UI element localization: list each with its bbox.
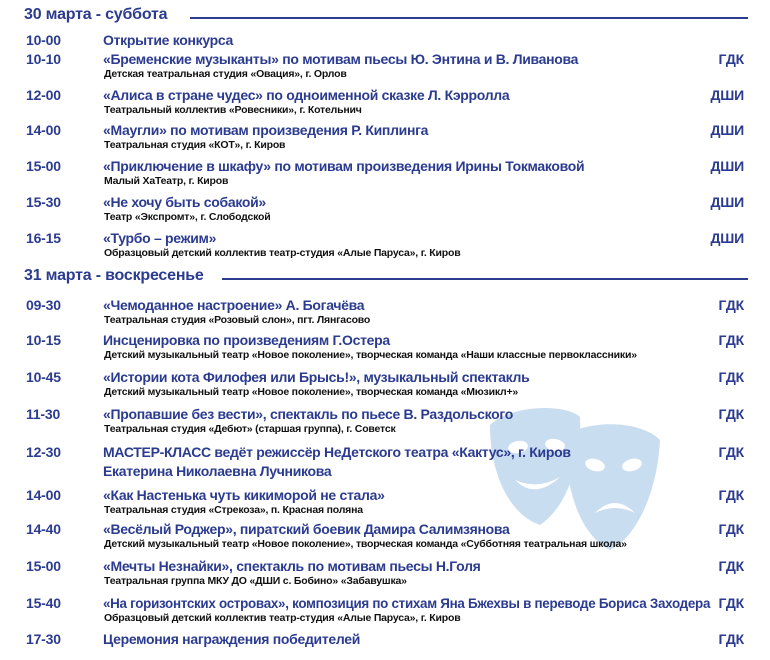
day-header [0,267,770,291]
event-title: «Алиса в стране чудес» по одноименной сказке Л. Кэрролла [103,87,510,103]
event-time: 11-30 [26,406,61,422]
event-venue: ДШИ [710,230,744,246]
day-header [0,6,770,30]
event-venue: ГДК [718,558,744,574]
event-venue: ДШИ [710,122,744,138]
event-venue: ДШИ [710,194,744,210]
event-venue: ГДК [718,297,744,313]
event-performer: Театральная студия «Розовый слон», пгт. Лянгасово [104,314,371,326]
event-performer: Малый ХаТеатр, г. Киров [104,175,229,187]
event-time: 10-00 [26,32,61,48]
event-venue: ДШИ [710,87,744,103]
event-performer: Театральная студия «КОТ», г. Киров [104,139,286,151]
event-venue: ГДК [718,369,744,385]
event-venue: ГДК [718,595,744,611]
event-title: «Бременские музыканты» по мотивам пьесы Ю. Энтина и В. Ливанова [103,51,579,67]
event-time: 15-30 [26,194,61,210]
event-title: «Чемоданное настроение» А. Богачёва [103,297,365,313]
event-venue: ДШИ [710,158,744,174]
event-title: Церемония награждения победителей [103,631,361,647]
event-time: 10-45 [26,369,61,385]
event-title: «Не хочу быть собакой» [103,194,266,210]
event-title: Открытие конкурса [103,32,234,48]
event-title: Инсценировка по произведениям Г.Остера [103,332,390,348]
event-title: «Весёлый Роджер», пиратский боевик Дамира Салимзянова [103,521,510,537]
day-title: 31 марта - воскресенье [24,267,204,284]
event-performer: Детский музыкальный театр «Новое поколение», творческая команда «Наши классные первоклассники» [104,349,637,361]
event-time: 10-10 [26,51,61,67]
event-venue: ГДК [718,406,744,422]
event-title: «Пропавшие без вести», спектакль по пьесе В. Раздольского [103,406,513,422]
event-title: «Истории кота Филофея или Брысь!», музыкальный спектакль [103,369,530,385]
event-title-host: Екатерина Николаевна Лучникова [103,463,332,479]
event-time: 14-40 [26,521,61,537]
event-time: 15-40 [26,595,61,611]
event-title: «Приключение в шкафу» по мотивам произведения Ирины Токмаковой [103,158,585,174]
event-venue: ГДК [718,631,744,647]
day-divider [190,17,748,19]
event-venue: ГДК [718,332,744,348]
event-title: МАСТЕР-КЛАСС ведёт режиссёр НеДетского театра «Кактус», г. Киров [103,444,571,460]
event-performer: Детская театральная студия «Овация», г. Орлов [104,68,347,80]
event-time: 12-30 [26,444,61,460]
day-divider [222,278,748,280]
event-venue: ГДК [718,521,744,537]
event-performer: Театральный коллектив «Ровесники», г. Котельнич [104,104,362,116]
event-performer: Образцовый детский коллектив театр-студия «Алые Паруса», г. Киров [104,612,461,624]
event-time: 15-00 [26,158,61,174]
event-title: «Мечты Незнайки», спектакль по мотивам пьесы Н.Голя [103,558,481,574]
event-time: 16-15 [26,230,61,246]
event-time: 14-00 [26,122,61,138]
event-performer: Театральная студия «Стрекоза», п. Красная поляна [104,504,363,516]
event-time: 15-00 [26,558,61,574]
event-venue: ГДК [718,487,744,503]
event-performer: Театральная группа МКУ ДО «ДШИ с. Бобино» «Забавушка» [104,575,407,587]
event-title: «Турбо – режим» [103,230,217,246]
event-time: 10-15 [26,332,61,348]
event-title: «Маугли» по мотивам произведения Р. Киплинга [103,122,429,138]
event-time: 14-00 [26,487,61,503]
event-performer: Образцовый детский коллектив театр-студия «Алые Паруса», г. Киров [104,247,461,259]
event-performer: Детский музыкальный театр «Новое поколение», творческая команда «Мюзикл+» [104,386,519,398]
event-performer: Детский музыкальный театр «Новое поколение», творческая команда «Субботняя театральная школа» [104,538,627,550]
event-venue: ГДК [718,51,744,67]
day-title: 30 марта - суббота [24,6,168,23]
event-time: 12-00 [26,87,61,103]
event-performer: Театральная студия «Дебют» (старшая группа), г. Советск [104,423,396,435]
event-time: 17-30 [26,631,61,647]
event-title: «Как Настенька чуть кикиморой не стала» [103,487,385,503]
event-performer: Театр «Экспромт», г. Слободской [104,211,271,223]
event-venue: ГДК [718,444,744,460]
event-title: «На горизонтских островах», композиция по стихам Яна Бжехвы в переводе Бориса Заходера [103,595,711,611]
event-time: 09-30 [26,297,61,313]
